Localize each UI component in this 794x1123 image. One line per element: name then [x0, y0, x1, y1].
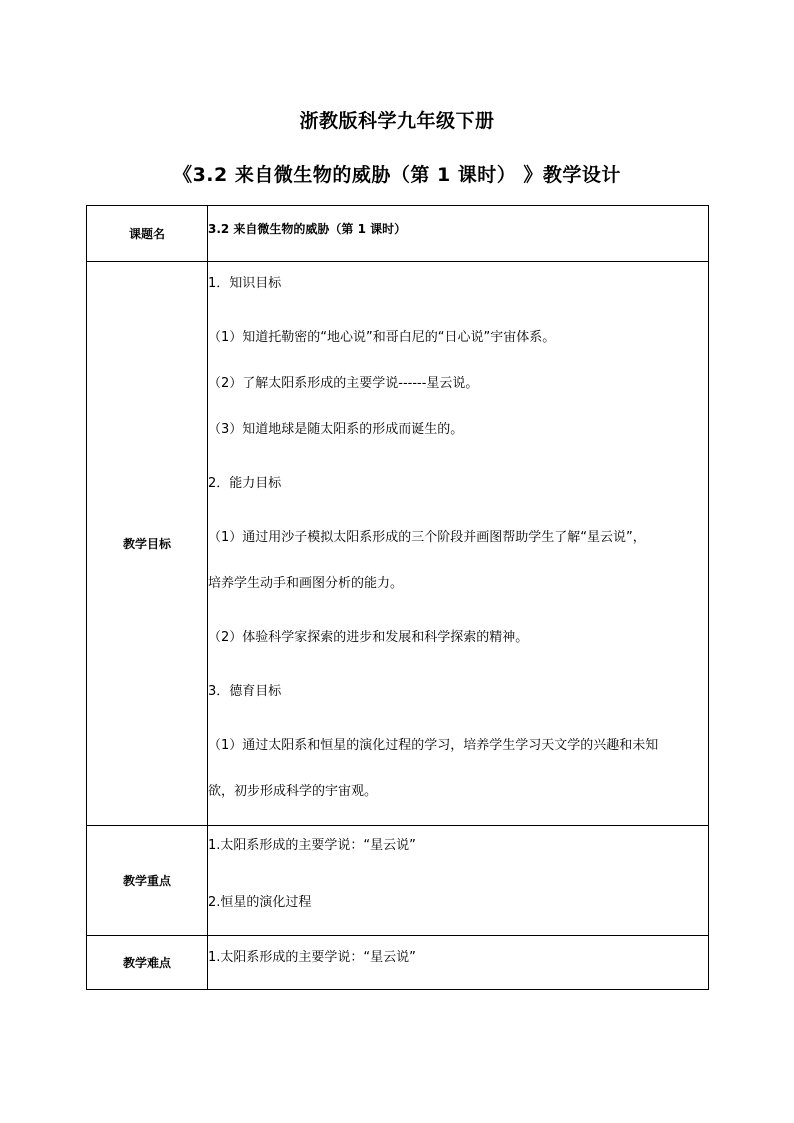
goals-content: [208, 262, 709, 826]
goals-line: （3）知道地球是随太阳系的形成而诞生的。: [208, 422, 464, 437]
goals-line: （1）知道托勒密的“地心说”和哥白尼的“日心说”宇宙体系。: [208, 330, 556, 345]
lesson-plan-table: [86, 205, 709, 990]
table-row-topic: [87, 206, 709, 262]
topic-label: 课题名: [87, 206, 208, 262]
goals-line: （2）了解太阳系形成的主要学说------星云说。: [208, 376, 479, 391]
table-row-difficulties: [87, 936, 709, 990]
difficulties-label: 教学难点: [87, 936, 208, 990]
key-points-content: [208, 826, 709, 936]
goals-line: （1）通过用沙子模拟太阳系形成的三个阶段并画图帮助学生了解“星云说”，: [208, 530, 646, 545]
key-points-label: 教学重点: [87, 826, 208, 936]
table-row-goals: [87, 262, 709, 826]
difficulties-content: [208, 936, 709, 990]
document-subtitle: 《3.2 来自微生物的威胁（第 1 课时） 》教学设计: [173, 164, 621, 186]
goals-line: 3．德育目标: [208, 684, 282, 699]
key-point-line: 2.恒星的演化过程: [208, 895, 312, 910]
goals-line: 2．能力目标: [208, 476, 282, 491]
goals-line: 1．知识目标: [208, 276, 282, 291]
goals-line: 欲，初步形成科学的宇宙观。: [208, 784, 378, 799]
goals-line: （1）通过太阳系和恒星的演化过程的学习，培养学生学习天文学的兴趣和未知: [208, 738, 659, 753]
table-row-key-points: [87, 826, 709, 936]
document-title: 浙教版科学九年级下册: [299, 110, 495, 132]
goals-label: 教学目标: [87, 262, 208, 826]
goals-line: 培养学生动手和画图分析的能力。: [208, 576, 404, 591]
goals-line: （2）体验科学家探索的进步和发展和科学探索的精神。: [208, 630, 529, 645]
difficulty-line: 1.太阳系形成的主要学说：“星云说”: [208, 950, 416, 965]
key-point-line: 1.太阳系形成的主要学说：“星云说”: [208, 838, 416, 853]
topic-value: 3.2 来自微生物的威胁（第 1 课时）: [208, 206, 709, 262]
